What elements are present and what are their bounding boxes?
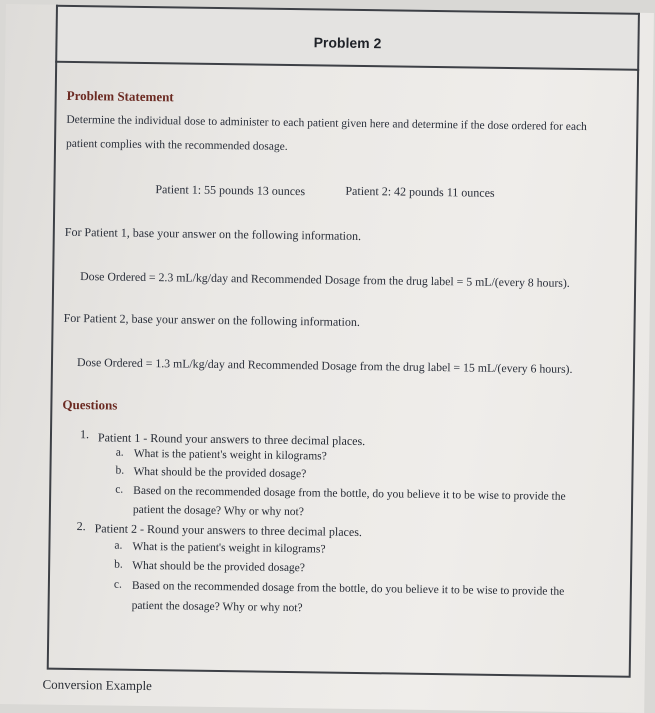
patient-2-weight: Patient 2: 42 pounds 11 ounces: [345, 183, 495, 200]
q2-c-text-2: patient the dosage? Why or why not?: [131, 599, 303, 615]
q1-a-text: What is the patient's weight in kilograms?: [133, 447, 327, 463]
problem-content: [47, 61, 639, 678]
q2-a-mark: a.: [114, 539, 123, 552]
q1-b-mark: b.: [115, 464, 125, 477]
q1-b-text: What should be the provided dosage?: [133, 465, 307, 481]
q1-a-mark: a.: [115, 446, 124, 459]
document-page: [0, 4, 654, 713]
statement-line-1: Determine the individual dose to administer to each patient given here and determine if the dose ordered for each: [66, 113, 587, 134]
q1-c-mark: c.: [115, 483, 124, 496]
problem-statement-heading: Problem Statement: [66, 87, 174, 105]
questions-heading: Questions: [62, 396, 118, 413]
problem-title: Problem 2: [313, 34, 382, 52]
statement-line-2: patient complies with the recommended dosage.: [65, 137, 288, 153]
q1-c-text-2: patient the dosage? Why or why not?: [132, 503, 304, 519]
q2-b-text: What should be the provided dosage?: [132, 559, 306, 575]
patient-1-weight: Patient 1: 55 pounds 13 ounces: [155, 182, 306, 199]
q2-number: 2.: [76, 519, 86, 534]
q1-c-text-1: Based on the recommended dosage from the bottle, do you believe it to be wise to provide the: [133, 484, 566, 503]
q1-number: 1.: [79, 427, 90, 442]
q1-text: Patient 1 - Round your answers to three decimal places.: [97, 430, 366, 449]
q2-c-mark: c.: [113, 578, 122, 591]
q2-a-text: What is the patient's weight in kilograms?: [132, 540, 326, 556]
patient-2-intro: For Patient 2, base your answer on the following information.: [63, 310, 360, 329]
conversion-example-label: Conversion Example: [42, 676, 153, 694]
q2-c-text-1: Based on the recommended dosage from the bottle, do you believe it to be wise to provide the: [131, 579, 565, 598]
patient-2-info: Dose Ordered = 1.3 mL/kg/day and Recommended Dosage from the drug label = 15 mL/(every 6 hours).: [76, 355, 573, 376]
patient-1-intro: For Patient 1, base your answer on the following information.: [64, 224, 362, 243]
q2-b-mark: b.: [114, 558, 123, 571]
patient-1-info: Dose Ordered = 2.3 mL/kg/day and Recommended Dosage from the drug label = 5 mL/(every 8 hours).: [80, 269, 570, 290]
q2-text: Patient 2 - Round your answers to three decimal places.: [94, 521, 363, 540]
